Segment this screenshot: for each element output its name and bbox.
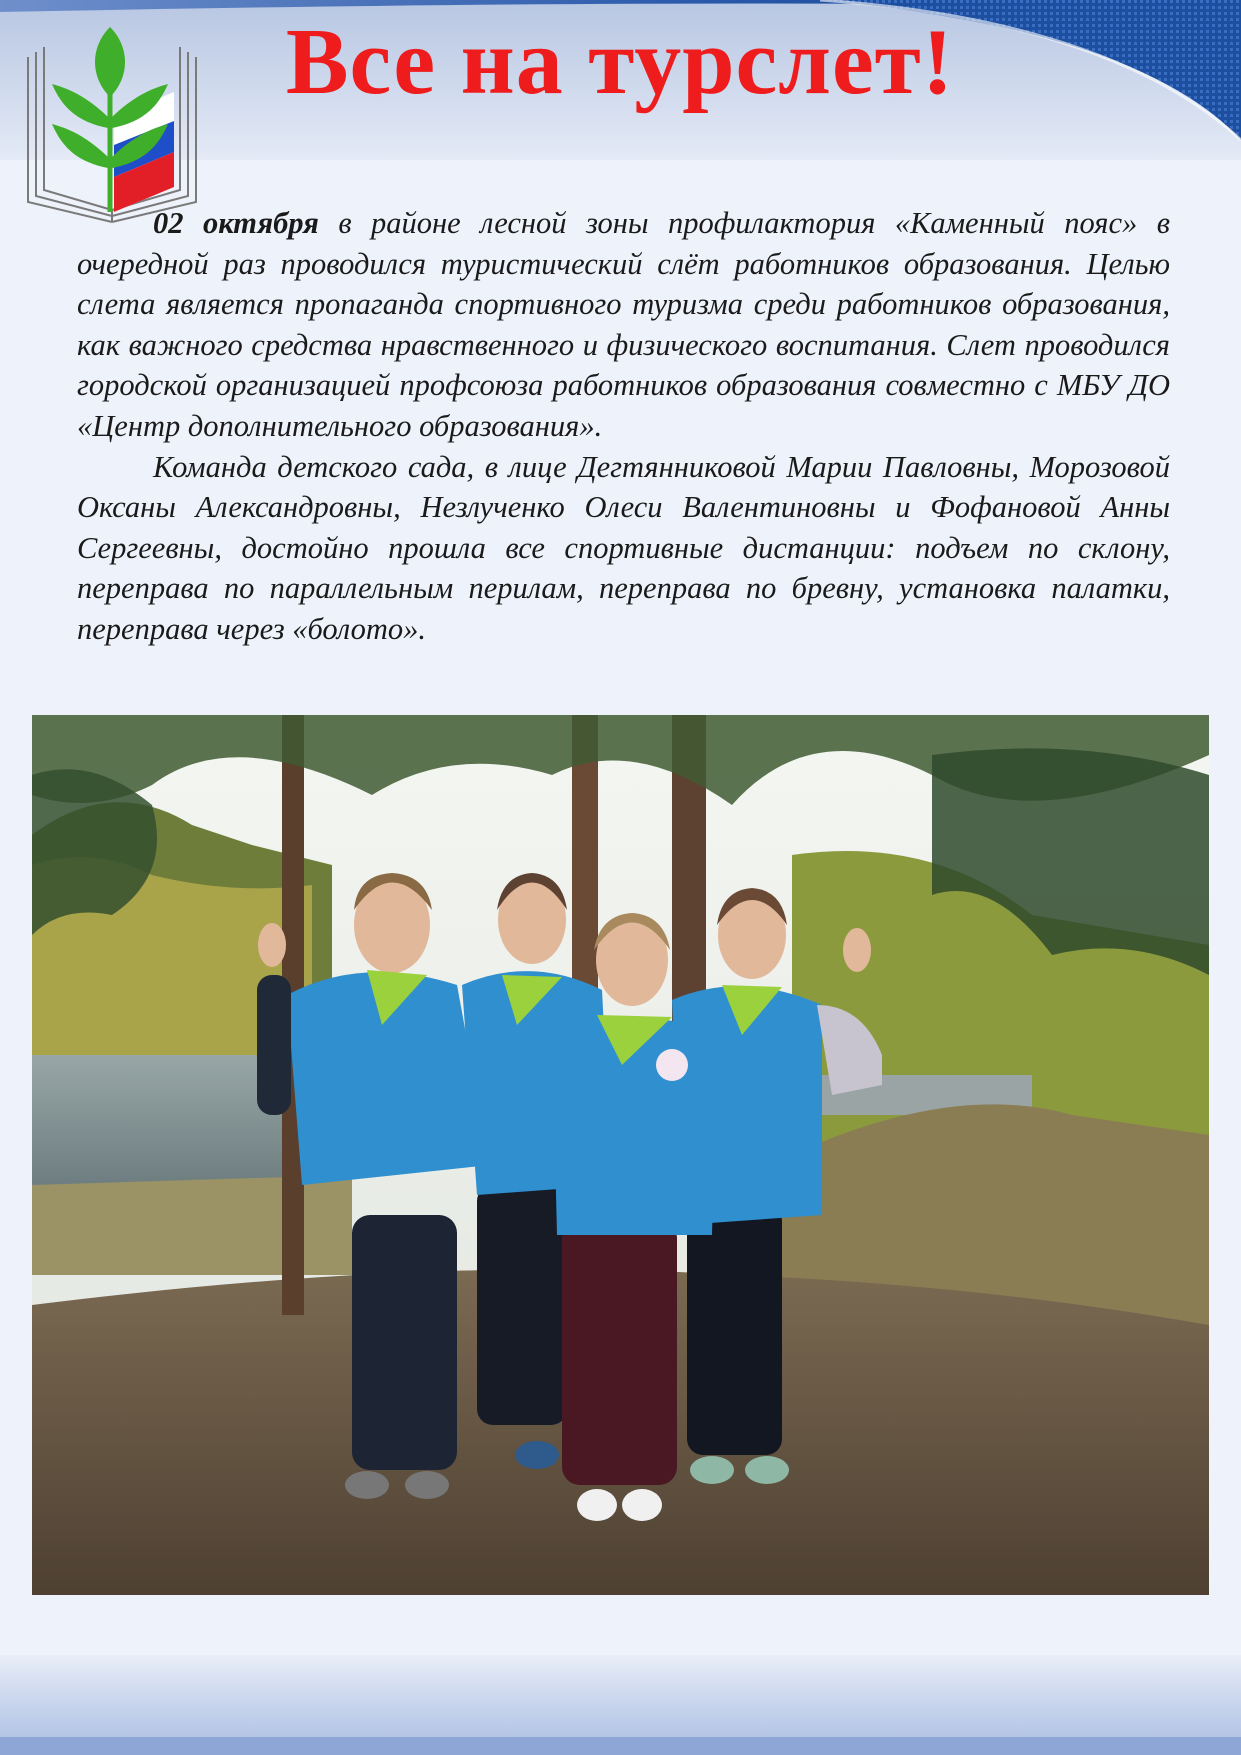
- event-date: 02 октября: [153, 206, 319, 240]
- event-description: в районе лесной зоны профилактория «Каменный пояс» в очередной раз проводился туристический слёт работников образования. Целью слета является пропаганда спортивного туризма среди работников образования, как важного средства нравственного и физического воспитания. Слет проводился городской организацией профсоюза работников образования совместно с МБУ ДО «Центр дополнительного образования».: [77, 206, 1170, 443]
- paragraph-event: [77, 203, 1170, 447]
- page-title: Все на турслет!: [285, 10, 955, 114]
- trade-union-emblem-icon: [22, 22, 202, 227]
- paragraph-team: Команда детского сада, в лице Дегтянниковой Марии Павловны, Морозовой Оксаны Александровны, Незлученко Олеси Валентиновны и Фофановой Анны Сергеевны, достойно прошла все спортивные дистанции: подъем по склону, переправа по параллельным перилам, переправа по бревну, установка палатки, переправа через «болото».: [77, 449, 1170, 646]
- team-photo-illustration: [32, 715, 1209, 1595]
- article-body: [77, 203, 1170, 650]
- footer-decoration: [0, 1655, 1241, 1755]
- team-photo: [32, 715, 1209, 1595]
